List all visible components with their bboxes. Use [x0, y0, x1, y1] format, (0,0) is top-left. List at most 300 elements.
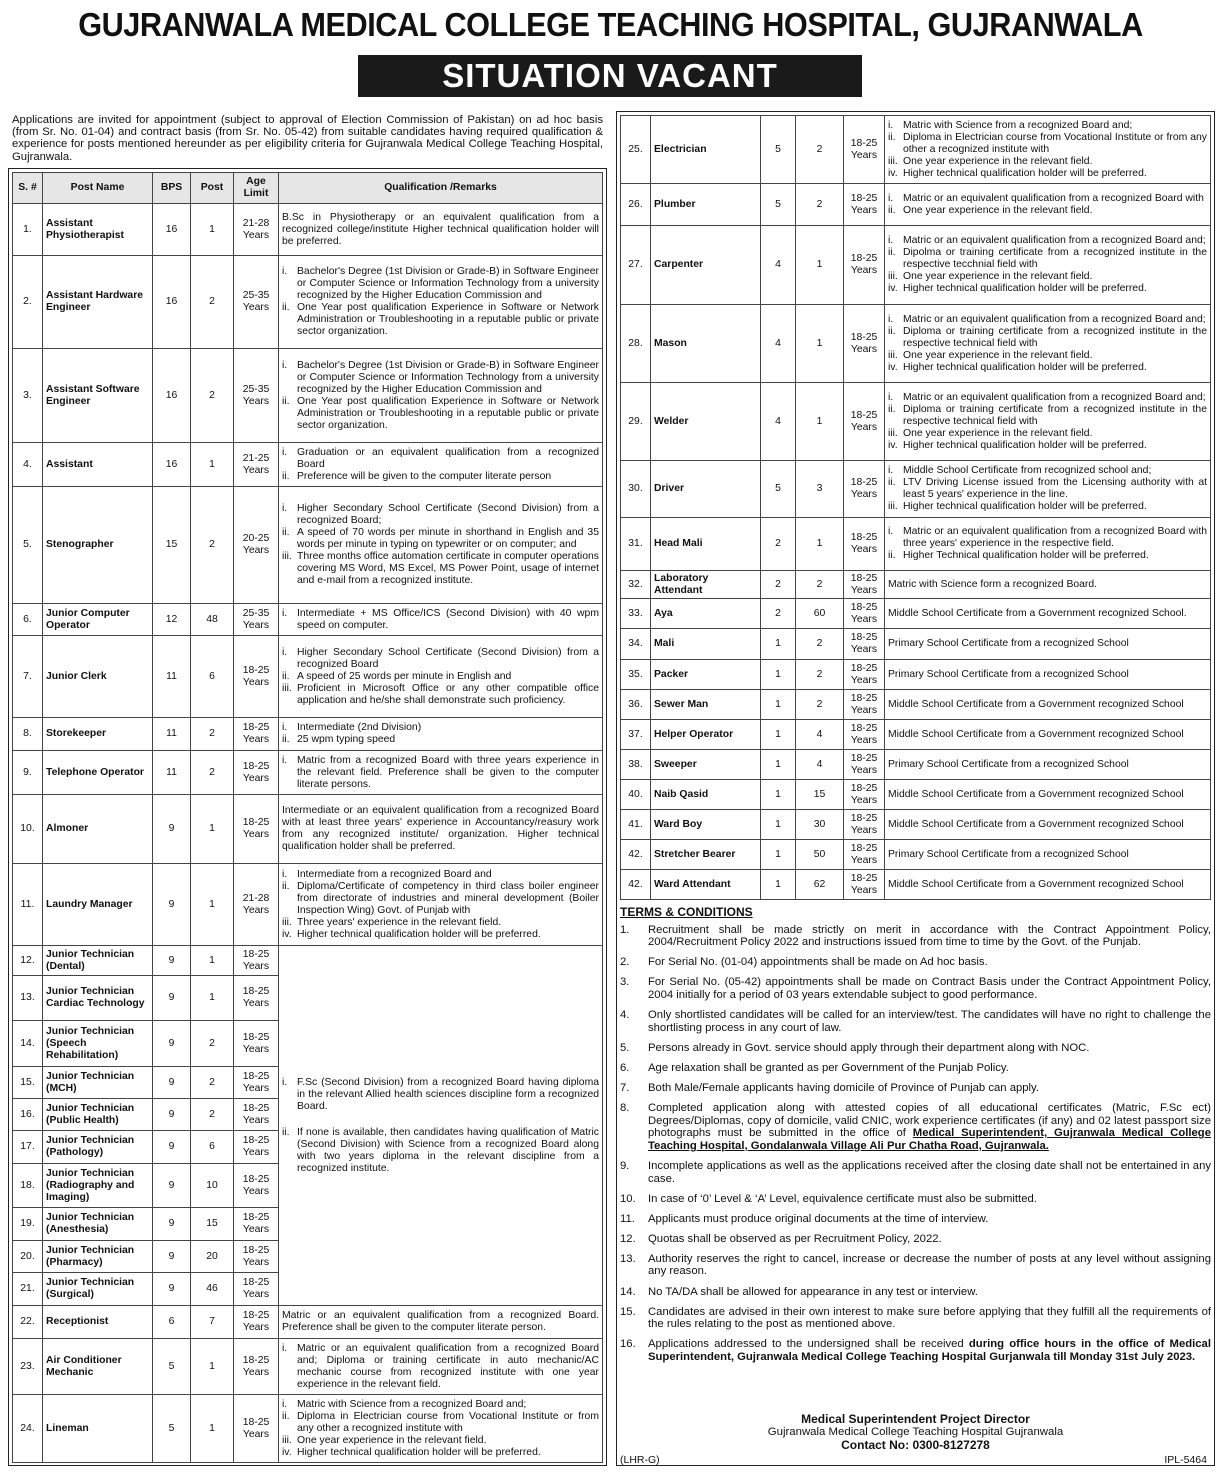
- qualification-item: [888, 156, 1207, 168]
- situation-vacant-banner: SITUATION VACANT: [358, 55, 862, 97]
- item-text: Diploma in Electrician course from Vocational Institute or from any other a recognized institute with: [297, 1410, 599, 1434]
- item-number: ii.: [888, 247, 896, 258]
- post-name: Junior Technician (Surgical): [43, 1273, 153, 1306]
- serial-number: 22.: [13, 1306, 43, 1339]
- serial-number: 18.: [13, 1164, 43, 1208]
- item-number: iii.: [282, 1434, 292, 1446]
- term-item: [620, 1213, 1211, 1226]
- bps-grade: 9: [153, 1067, 191, 1099]
- serial-number: 41.: [621, 810, 651, 840]
- item-text: Intermediate + MS Office/ICS (Second Division) with 40 wpm speed on computer.: [297, 607, 599, 631]
- col-sr: S. #: [13, 173, 43, 204]
- vacancy-table-right: [620, 115, 1211, 900]
- qualification-item: [282, 1411, 599, 1435]
- item-text: F.Sc (Second Division) from a recognized Board having diploma in the relevant Allied health sciences discipline form a recognized Board.: [297, 1076, 599, 1112]
- bps-grade: 12: [153, 604, 191, 636]
- term-number: 12.: [620, 1232, 636, 1245]
- hospital-title: GUJRANWALA MEDICAL COLLEGE TEACHING HOSPITAL, GUJRANWALA: [78, 6, 1143, 43]
- item-text: Higher Secondary School Certificate (Second Division) from a recognized Board: [297, 646, 599, 670]
- table-row: [13, 1339, 603, 1395]
- serial-number: 3.: [13, 349, 43, 443]
- item-text: Matric with Science from a recognized Board and;: [297, 1398, 527, 1410]
- item-text: Matric or an equivalent qualification from a recognized Board with three years' experience in the respective field.: [903, 526, 1207, 549]
- term-item: [620, 1338, 1211, 1363]
- item-text: Higher technical qualification holder will be preferred.: [903, 439, 1147, 451]
- term-text: [648, 1102, 1211, 1152]
- serial-number: 31.: [621, 518, 651, 571]
- qualification-item: [282, 917, 599, 929]
- qualification-item: [888, 550, 1207, 562]
- item-number: ii.: [888, 204, 896, 216]
- post-name: Laboratory Attendant: [651, 571, 761, 599]
- qualification-item: [282, 360, 599, 396]
- item-number: iii.: [888, 271, 898, 282]
- post-name: Junior Technician (Public Health): [43, 1099, 153, 1131]
- term-number: 16.: [620, 1338, 636, 1351]
- term-number: 15.: [620, 1305, 636, 1318]
- term-body: Only shortlisted candidates will be called for an interview/test. The candidates will have no right to challenge the shortlisting process in any court of law.: [648, 1009, 1211, 1034]
- bps-grade: 1: [761, 660, 796, 690]
- table-row: [621, 840, 1211, 870]
- serial-number: 23.: [13, 1339, 43, 1395]
- qualification: [279, 604, 603, 636]
- post-count: 2: [796, 571, 844, 599]
- term-number: 11.: [620, 1212, 635, 1225]
- qualification: [885, 383, 1211, 461]
- term-item: [620, 1193, 1211, 1206]
- table-row: [621, 629, 1211, 660]
- age-limit: 18-25 Years: [844, 660, 885, 690]
- bps-grade: 1: [761, 750, 796, 780]
- qualification: Primary School Certificate from a recognized School: [885, 629, 1211, 660]
- qualification-item: [282, 266, 599, 302]
- serial-number: 21.: [13, 1273, 43, 1306]
- qualification-item: [282, 734, 599, 746]
- age-limit: 18-25 Years: [844, 599, 885, 629]
- age-limit: 18-25 Years: [844, 571, 885, 599]
- age-limit: 25-35 Years: [234, 256, 279, 349]
- qualification: Middle School Certificate from a Government recognized School: [885, 810, 1211, 840]
- item-text: Graduation or an equivalent qualification from a recognized Board: [297, 446, 599, 470]
- qualification-item: [282, 1343, 599, 1391]
- qualification: [885, 184, 1211, 226]
- item-text: Higher technical qualification holder will be preferred.: [297, 928, 541, 940]
- post-count: 2: [796, 184, 844, 226]
- bps-grade: 9: [153, 1208, 191, 1241]
- col-qualification: Qualification /Remarks: [279, 173, 603, 204]
- bps-grade: 1: [761, 720, 796, 750]
- qualification: [885, 461, 1211, 518]
- intro-paragraph: Applications are invited for appointment (subject to approval of Election Commission of Pakistan) on ad hoc basis (from Sr. No. 01-04) and contract basis (from Sr. No. 05-42) from suitable candidates having required qualification & experience for posts mentioned hereunder as per eligibility criteria for Gujranwala Medical College Teaching Hospital, Gujranwala.: [12, 114, 603, 163]
- item-text: Higher Secondary School Certificate (Second Division) from a recognized Board;: [297, 503, 599, 526]
- post-count: 30: [796, 810, 844, 840]
- qualification-item: [282, 608, 599, 632]
- age-limit: 18-25 Years: [234, 1395, 279, 1463]
- qualification-item: [282, 1399, 599, 1411]
- term-text: [648, 976, 1211, 1001]
- term-body: For Serial No. (05-42) appointments shall be made on Contract Basis under the Contract Appointment Policy, 2004 initially for a period of 03 years extendable subject to good performance.: [648, 976, 1211, 1001]
- qualification-item: [888, 428, 1207, 440]
- post-count: 46: [191, 1273, 234, 1306]
- term-item: [620, 1306, 1211, 1331]
- technician-qualification: [279, 946, 603, 1306]
- table-row: [13, 718, 603, 751]
- term-number: 2.: [620, 956, 630, 969]
- qualification-item: [888, 235, 1207, 247]
- bps-grade: 9: [153, 1099, 191, 1131]
- terms-heading: TERMS & CONDITIONS: [620, 905, 753, 919]
- table-row: [621, 660, 1211, 690]
- bps-grade: 2: [761, 571, 796, 599]
- age-limit: 18-25 Years: [844, 810, 885, 840]
- term-number: 5.: [620, 1041, 630, 1054]
- qualification: [279, 636, 603, 718]
- bps-grade: 11: [153, 718, 191, 751]
- term-text: [648, 1253, 1211, 1278]
- term-number: 10.: [620, 1192, 636, 1205]
- table-row: [13, 1306, 603, 1339]
- item-number: ii.: [888, 477, 896, 488]
- age-limit: 18-25 Years: [234, 946, 279, 976]
- post-name: Air Conditioner Mechanic: [43, 1339, 153, 1395]
- qualification: Middle School Certificate from a Government recognized School.: [885, 599, 1211, 629]
- term-body: For Serial No. (01-04) appointments shall be made on Ad hoc basis.: [648, 956, 988, 969]
- item-text: One year experience in the relevant field.: [903, 427, 1093, 439]
- qualification: Intermediate or an equivalent qualification from a recognized Board with at least three years' experience in Accountancy/reasury work from any recognized institute/ organization. Higher technical qualification holder shall be preferred.: [279, 795, 603, 864]
- post-count: 3: [796, 461, 844, 518]
- qualification-item: [888, 247, 1207, 271]
- qualification-item: [888, 362, 1207, 374]
- term-item: [620, 976, 1211, 1001]
- serial-number: 20.: [13, 1241, 43, 1273]
- term-body: Applicants must produce original documents at the time of interview.: [648, 1212, 989, 1225]
- age-limit: 21-28 Years: [234, 864, 279, 946]
- qualification-item: [888, 168, 1207, 180]
- term-body: Incomplete applications as well as the applications received after the closing date shall not be entertained in any case.: [648, 1159, 1211, 1185]
- post-count: 1: [191, 204, 234, 256]
- item-text: Matric or an equivalent qualification from a recognized Board and;: [903, 391, 1206, 403]
- item-number: iv.: [888, 283, 898, 294]
- term-body: No TA/DA shall be allowed for appearance in any test or interview.: [648, 1285, 978, 1298]
- item-number: iv.: [888, 361, 898, 373]
- table-row: [621, 690, 1211, 720]
- age-limit: 18-25 Years: [844, 720, 885, 750]
- qualification-item: [282, 527, 599, 551]
- post-count: 4: [796, 720, 844, 750]
- qualification-item: [888, 404, 1207, 428]
- term-number: 8.: [620, 1102, 630, 1115]
- bps-grade: 16: [153, 443, 191, 487]
- item-text: Intermediate (2nd Division): [297, 722, 422, 733]
- item-number: ii.: [282, 880, 290, 892]
- term-number: 7.: [620, 1081, 630, 1094]
- table-row: [621, 810, 1211, 840]
- serial-number: 7.: [13, 636, 43, 718]
- post-name: Junior Technician Cardiac Technology: [43, 976, 153, 1021]
- bps-grade: 9: [153, 1131, 191, 1164]
- post-name: Receptionist: [43, 1306, 153, 1339]
- item-text: Proficient in Microsoft Office or any other compatible office application and he/she shall demonstrate such proficiency.: [297, 682, 599, 706]
- post-count: 2: [191, 751, 234, 795]
- post-name: Stretcher Bearer: [651, 840, 761, 870]
- post-name: Sweeper: [651, 750, 761, 780]
- post-count: 10: [191, 1164, 234, 1208]
- serial-number: 25.: [621, 116, 651, 184]
- contact-number: Contact No: 0300-8127278: [841, 1438, 990, 1452]
- table-row: [621, 750, 1211, 780]
- post-name: Mason: [651, 305, 761, 383]
- item-number: iii.: [888, 155, 898, 167]
- bps-grade: 1: [761, 780, 796, 810]
- post-count: 1: [191, 976, 234, 1021]
- item-text: Matric or an equivalent qualification from a recognized Board and;: [903, 313, 1206, 325]
- post-name: Driver: [651, 461, 761, 518]
- term-item: [620, 956, 1211, 969]
- term-item: [620, 1233, 1211, 1246]
- qualification-item: [282, 447, 599, 471]
- table-row: [621, 870, 1211, 900]
- age-limit: 18-25 Years: [234, 1021, 279, 1067]
- item-number: i.: [888, 526, 894, 537]
- age-limit: 18-25 Years: [234, 1131, 279, 1164]
- item-number: i.: [282, 868, 288, 880]
- qualification-item: [282, 869, 599, 881]
- item-number: ii.: [282, 470, 290, 482]
- post-name: Plumber: [651, 184, 761, 226]
- qualification: [279, 1339, 603, 1395]
- item-number: ii.: [282, 734, 290, 745]
- serial-number: 28.: [621, 305, 651, 383]
- serial-number: 32.: [621, 571, 651, 599]
- table-row: [13, 864, 603, 946]
- bps-grade: 9: [153, 795, 191, 864]
- item-text: Diploma in Electrician course from Vocational Institute or from any other a recognized institute with: [903, 131, 1207, 155]
- age-limit: 18-25 Years: [844, 116, 885, 184]
- item-number: ii.: [888, 131, 896, 143]
- post-count: 2: [796, 660, 844, 690]
- post-name: Junior Technician (Speech Rehabilitation): [43, 1021, 153, 1067]
- serial-number: 14.: [13, 1021, 43, 1067]
- post-name: Junior Technician (MCH): [43, 1067, 153, 1099]
- term-number: 13.: [620, 1252, 636, 1265]
- age-limit: 18-25 Years: [234, 1099, 279, 1131]
- age-limit: 18-25 Years: [234, 718, 279, 751]
- qualification-item: [888, 477, 1207, 501]
- qualification: [885, 518, 1211, 571]
- bps-grade: 9: [153, 1021, 191, 1067]
- qualification-item: [888, 193, 1207, 205]
- qualification: [279, 1395, 603, 1463]
- bps-grade: 4: [761, 226, 796, 305]
- table-row: [621, 226, 1211, 305]
- item-number: i.: [282, 446, 288, 458]
- age-limit: 20-25 Years: [234, 487, 279, 604]
- term-body: Age relaxation shall be granted as per Government of the Punjab Policy.: [648, 1061, 1009, 1074]
- qualification-item: [888, 501, 1207, 513]
- term-text: [648, 1306, 1211, 1331]
- post-count: 48: [191, 604, 234, 636]
- item-text: Diploma or training certificate from a recognized institute in the respective technical field with: [903, 325, 1207, 349]
- term-number: 1.: [620, 923, 630, 936]
- age-limit: 18-25 Years: [234, 795, 279, 864]
- age-limit: 18-25 Years: [844, 840, 885, 870]
- serial-number: 19.: [13, 1208, 43, 1241]
- post-name: Packer: [651, 660, 761, 690]
- item-number: i.: [282, 1342, 288, 1354]
- item-number: ii.: [282, 1410, 290, 1422]
- age-limit: 18-25 Years: [234, 1241, 279, 1273]
- qualification-item: [282, 647, 599, 671]
- post-name: Telephone Operator: [43, 751, 153, 795]
- term-body: In case of ‘0’ Level & ‘A’ Level, equivalence certificate must also be submitted.: [648, 1192, 1037, 1205]
- table-row: [621, 184, 1211, 226]
- post-count: 62: [796, 870, 844, 900]
- serial-number: 36.: [621, 690, 651, 720]
- post-name: Sewer Man: [651, 690, 761, 720]
- serial-number: 17.: [13, 1131, 43, 1164]
- bps-grade: 5: [153, 1395, 191, 1463]
- post-name: Naib Qasid: [651, 780, 761, 810]
- table-row: [621, 461, 1211, 518]
- post-count: 2: [796, 690, 844, 720]
- post-name: Junior Technician (Dental): [43, 946, 153, 976]
- item-number: iii.: [282, 551, 292, 562]
- item-text: Higher technical qualification holder will be preferred.: [903, 361, 1147, 373]
- item-number: i.: [282, 722, 288, 733]
- bps-grade: 11: [153, 751, 191, 795]
- post-name: Assistant Software Engineer: [43, 349, 153, 443]
- post-name: Stenographer: [43, 487, 153, 604]
- post-name: Assistant Physiotherapist: [43, 204, 153, 256]
- item-text: Bachelor's Degree (1st Division or Grade-B) in Software Engineer or Computer Science or Information Technology from a university recognized by the Higher Education Commission and: [297, 266, 599, 301]
- qualification: [885, 116, 1211, 184]
- post-name: Ward Attendant: [651, 870, 761, 900]
- item-number: ii.: [282, 302, 290, 313]
- age-limit: 18-25 Years: [234, 1339, 279, 1395]
- table-row: [13, 256, 603, 349]
- qualification-item: [888, 465, 1207, 477]
- serial-number: 10.: [13, 795, 43, 864]
- term-text: [648, 1233, 1211, 1246]
- table-row: [13, 636, 603, 718]
- bps-grade: 9: [153, 946, 191, 976]
- bps-grade: 4: [761, 305, 796, 383]
- age-limit: 18-25 Years: [234, 1067, 279, 1099]
- term-number: 14.: [620, 1285, 636, 1298]
- table-row: [621, 571, 1211, 599]
- table-row: [621, 518, 1211, 571]
- qualification-item: [888, 314, 1207, 326]
- table-row: [13, 443, 603, 487]
- footer-code-left: (LHR-G): [620, 1454, 660, 1466]
- qualification-item: [888, 440, 1207, 452]
- term-item: [620, 1062, 1211, 1075]
- post-count: 60: [796, 599, 844, 629]
- qualification-item: [282, 503, 599, 527]
- col-age: Age Limit: [234, 173, 279, 204]
- bps-grade: 9: [153, 864, 191, 946]
- item-text: Matric or an equivalent qualification from a recognized Board and; Diploma or training certificate in auto mechanic/AC mechanic course from recognized institute with one year experience in the relevant field.: [297, 1342, 599, 1390]
- post-count: 2: [191, 256, 234, 349]
- term-number: 9.: [620, 1159, 630, 1172]
- age-limit: 18-25 Years: [234, 636, 279, 718]
- bps-grade: 11: [153, 636, 191, 718]
- table-row: [621, 305, 1211, 383]
- qualification-item: [888, 120, 1207, 132]
- col-post-name: Post Name: [43, 173, 153, 204]
- age-limit: 25-35 Years: [234, 349, 279, 443]
- term-body: Candidates are advised in their own interest to make sure before applying that they fulfill all the requirements of the rules relating to the post as mentioned above.: [648, 1305, 1211, 1331]
- serial-number: 13.: [13, 976, 43, 1021]
- term-body: Recruitment shall be made strictly on merit in accordance with the Contract Appointment Policy, 2004/Recruitment Policy 2022 and instructions issued from time to time by the Govt. of the Punjab.: [648, 923, 1211, 949]
- post-count: 1: [191, 443, 234, 487]
- qualification-item: [888, 205, 1207, 217]
- term-item: [620, 1253, 1211, 1278]
- term-item: [620, 1009, 1211, 1034]
- post-count: 2: [191, 1067, 234, 1099]
- qualification-item: [888, 283, 1207, 295]
- post-name: Head Mali: [651, 518, 761, 571]
- qualification: [885, 226, 1211, 305]
- serial-number: 26.: [621, 184, 651, 226]
- serial-number: 8.: [13, 718, 43, 751]
- qualification-item: [888, 326, 1207, 350]
- bps-grade: 1: [761, 840, 796, 870]
- post-name: Welder: [651, 383, 761, 461]
- post-count: 6: [191, 1131, 234, 1164]
- term-emphasis: Medical Superintendent, Gujranwala Medical College Teaching Hospital, Gondalanwala Village Ali Pur Chatha Road, Gujranwala.: [648, 1127, 1211, 1152]
- bps-grade: 1: [761, 870, 796, 900]
- post-count: 2: [191, 1021, 234, 1067]
- item-number: i.: [282, 607, 288, 619]
- qualification: Primary School Certificate from a recognized School: [885, 660, 1211, 690]
- item-number: ii.: [282, 670, 290, 682]
- post-count: 1: [796, 383, 844, 461]
- item-number: i.: [282, 266, 288, 277]
- term-text: [648, 1160, 1211, 1185]
- bps-grade: 1: [761, 690, 796, 720]
- signature-block: [620, 1413, 1211, 1452]
- table-row: [13, 946, 603, 976]
- item-number: i.: [282, 1398, 288, 1410]
- bps-grade: 5: [761, 116, 796, 184]
- term-text: [648, 1286, 1211, 1299]
- item-number: i.: [282, 754, 288, 766]
- table-row: [621, 383, 1211, 461]
- bps-grade: 1: [761, 629, 796, 660]
- term-body: Applications addressed to the undersigned shall be received: [648, 1338, 969, 1351]
- age-limit: 18-25 Years: [844, 226, 885, 305]
- qualification-item: [282, 755, 599, 791]
- term-item: [620, 1286, 1211, 1299]
- age-limit: 18-25 Years: [844, 184, 885, 226]
- item-number: iv.: [282, 928, 292, 940]
- table-row: [621, 780, 1211, 810]
- term-text: [648, 1042, 1211, 1055]
- post-count: 2: [796, 629, 844, 660]
- item-text: Higher technical qualification holder will be preferred.: [297, 1446, 541, 1458]
- qualification-item: [282, 683, 599, 707]
- post-count: 1: [191, 864, 234, 946]
- item-text: A speed of 70 words per minute in shorthand in English and 35 words per minute in typing on typewriter or on computer; and: [297, 527, 599, 550]
- qualification-item: [282, 1447, 599, 1459]
- item-text: Matric with Science from a recognized Board and;: [903, 119, 1133, 131]
- item-text: Higher technical qualification holder will be preferred.: [903, 501, 1147, 512]
- post-count: 1: [796, 518, 844, 571]
- term-text: [648, 1082, 1211, 1095]
- qualification: [279, 718, 603, 751]
- item-text: Diploma/Certificate of competency in third class boiler engineer from directorate of industries and mineral development (Boiler Inspection Wing) Govt. of Punjab with: [297, 880, 599, 916]
